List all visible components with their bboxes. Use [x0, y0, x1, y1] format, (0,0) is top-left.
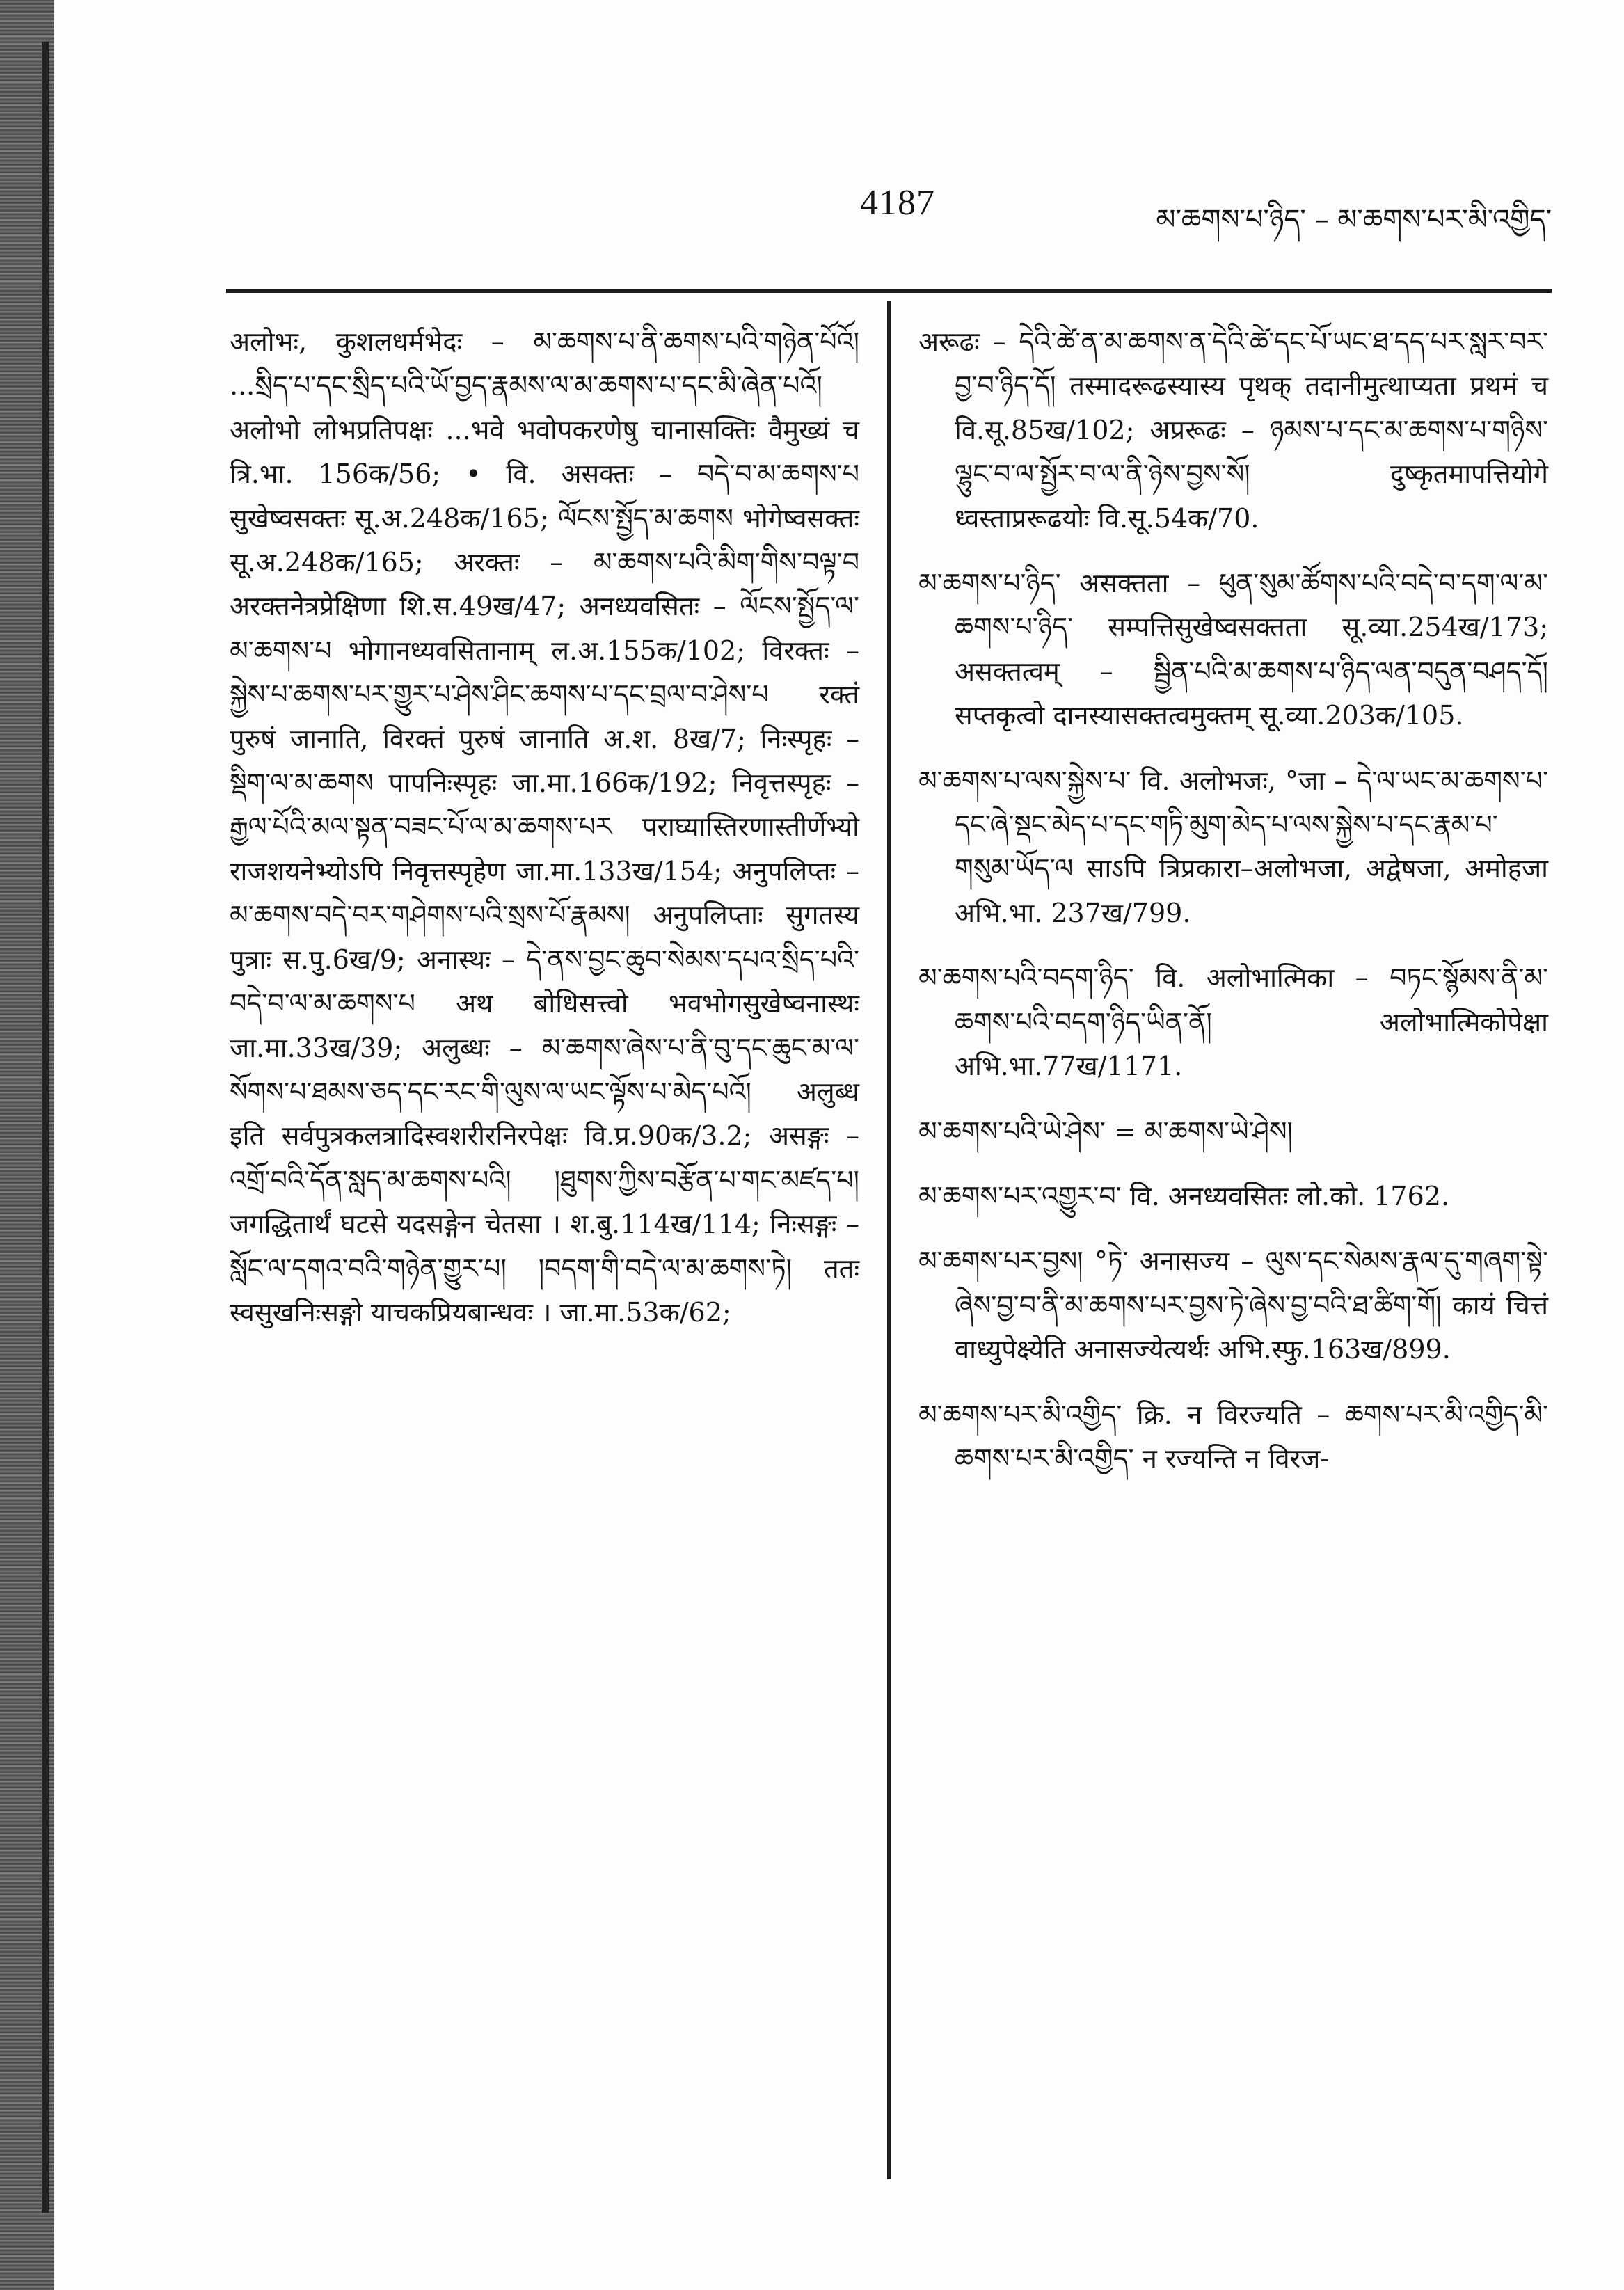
dictionary-entry: མ་ཆགས་པར་བྱས། °ཏེ་ अनासज्य – ལུས་དང་སེམས་རྣལ་དུ་གཞག་སྟེ་ཞེས་བྱ་བ་ནི་མ་ཆགས་པར་བྱས་ཏེ་ཞེས་བྱ་བའི་ཐ་ཚིག་གོ། कायं चित्तं वाध्युपेक्ष्येति अनासज्येत्यर्थः अभि.स्फु.163ख/899.	[918, 1246, 1548, 1365]
dictionary-entry: अलोभः, कुशलधर्मभेदः – མ་ཆགས་པ་ནི་ཆགས་པའི་གཉེན་པོའོ། ...སྲིད་པ་དང་སྲིད་པའི་ཡོ་བྱད་རྣམས་ལ་མ་ཆགས་པ་དང་མི་ཞེན་པའོ། अलोभो लोभप्रतिपक्षः ...भवे भवोपकरणेषु चानासक्तिः वैमुख्यं च त्रि.भा. 156क/56; • वि. असक्तः – བདེ་བ་མ་ཆགས་པ सुखेष्वसक्तः सू.अ.248क/165; ལོངས་སྤྱོད་མ་ཆགས भोगेष्वसक्तः सू.अ.248क/165; अरक्तः – མ་ཆགས་པའི་མིག་གིས་བལྟ་བ अरक्तनेत्रप्रेक्षिणा शि.स.49ख/47; अनध्यवसितः – ལོངས་སྤྱོད་ལ་མ་ཆགས་པ भोगानध्यवसितानाम् ल.अ.155क/102; विरक्तः – སྐྱེས་པ་ཆགས་པར་གྱུར་པ་ཤེས་ཤིང་ཆགས་པ་དང་བྲལ་བ་ཤེས་པ रक्तं पुरुषं जानाति, विरक्तं पुरुषं जानाति अ.श. 8ख/7; निःस्पृहः – སྡིག་ལ་མ་ཆགས पापनिःस्पृहः जा.मा.166क/192; निवृत्तस्पृहः – རྒྱལ་པོའི་མལ་སྟན་བཟང་པོ་ལ་མ་ཆགས་པར पराघ्यास्तिरणास्तीर्णेभ्यो राजशयनेभ्योऽपि निवृत्तस्पृहेण जा.मा.133ख/154; अनुपलिप्तः – མ་ཆགས་བདེ་བར་གཤེགས་པའི་སྲས་པོ་རྣམས། अनुपलिप्ताः सुगतस्य पुत्राः स.पु.6ख/9; अनास्थः – དེ་ནས་བྱང་ཆུབ་སེམས་དཔའ་སྲིད་པའི་བདེ་བ་ལ་མ་ཆགས་པ अथ बोधिसत्त्वो भवभोगसुखेष्वनास्थः जा.मा.33ख/39; अलुब्धः – མ་ཆགས་ཞེས་པ་ནི་བུ་དང་ཆུང་མ་ལ་སོགས་པ་ཐམས་ཅད་དང་རང་གི་ལུས་ལ་ཡང་ལྟོས་པ་མེད་པའོ། अलुब्ध इति सर्वपुत्रकलत्रादिस्वशरीरनिरपेक्षः वि.प्र.90क/3.2; असङ्गः – འགྲོ་བའི་དོན་སླད་མ་ཆགས་པའི། །ཐུགས་ཀྱིས་བརྩོན་པ་གང་མཛད་པ། जगद्धितार्थं घटसे यदसङ्गेन चेतसा । श.बु.114ख/114; निःसङ्गः – སློང་ལ་དགའ་བའི་གཉེན་གྱུར་པ། །བདག་གི་བདེ་ལ་མ་ཆགས་ཏེ། ततः स्वसुखनिःसङ्गो याचकप्रियबान्धवः । जा.मा.53क/62;	[230, 326, 859, 1328]
dictionary-entry: མ་ཆགས་པ་ཉིད་ असक्तता – ཕུན་སུམ་ཚོགས་པའི་བདེ་བ་དག་ལ་མ་ཆགས་པ་ཉིད་ सम्पत्तिसुखेष्वसक्तता सू.व्या.254ख/173; असक्तत्वम् – སྦྱིན་པའི་མ་ཆགས་པ་ཉིད་ལན་བདུན་བཤད་དོ། सप्तकृत्वो दानस्यासक्तत्वमुक्तम् सू.व्या.203क/105.	[918, 568, 1548, 731]
page-number: 4187	[860, 183, 935, 223]
right-column	[918, 320, 1548, 1502]
dictionary-entry: མ་ཆགས་པའི་བདག་ཉིད་ वि. अलोभात्मिका – བཏང་སྙོམས་ནི་མ་ཆགས་པའི་བདག་ཉིད་ཡིན་ནོ། अलोभात्मिकोपेक्षा अभि.भा.77ख/1171.	[918, 962, 1548, 1082]
column-divider	[887, 301, 891, 2179]
dictionary-entry: མ་ཆགས་པར་འགྱུར་བ་ वि. अनध्यवसितः लो.को. 1762.	[918, 1180, 1450, 1211]
dictionary-entry: མ་ཆགས་པར་མི་འགྱིད་ क्रि. न विरज्यति – ཆགས་པར་མི་འགྱིད་མི་ཆགས་པར་མི་འགྱིད་ न रज्यन्ति न विरज-	[918, 1399, 1548, 1474]
running-head: མ་ཆགས་པ་ཉིད་ – མ་ཆགས་པར་མི་འགྱིད་	[1156, 204, 1552, 236]
dictionary-entry: མ་ཆགས་པའི་ཡེ་ཤེས་ = མ་ཆགས་ཡེ་ཤེས།	[918, 1115, 1293, 1147]
dictionary-entry: མ་ཆགས་པ་ལས་སྐྱེས་པ་ वि. अलोभजः, °जा – དེ་ལ་ཡང་མ་ཆགས་པ་དང་ཞེ་སྡང་མེད་པ་དང་གཏི་མུག་མེད་པ་ལས་སྐྱེས་པ་དང་རྣམ་པ་གསུམ་ཡོད་ལ साऽपि त्रिप्रकारा–अलोभजा, अद्वेषजा, अमोहजा अभि.भा. 237ख/799.	[918, 765, 1548, 928]
header-rule	[226, 289, 1552, 293]
left-column	[230, 320, 859, 1335]
dictionary-entry: अरूढः – དེའི་ཚེ་ན་མ་ཆགས་ན་དེའི་ཚེ་དང་པོ་ཡང་ཐ་དད་པར་སླར་བར་བྱ་བ་ཉིད་དོ། तस्मादरूढस्यास्य पृथक् तदानीमुत्थाप्यता प्रथमं च वि.सू.85ख/102; अप्ररूढः – ཉམས་པ་དང་མ་ཆགས་པ་གཉིས་ལྷུང་བ་ལ་སྤྱོར་བ་ལ་ནི་ཉེས་བྱས་སོ། दुष्कृतमापत्तियोगे ध्वस्ताप्ररूढयोः वि.सू.54क/70.	[918, 326, 1548, 534]
binding-shadow	[42, 42, 49, 2213]
